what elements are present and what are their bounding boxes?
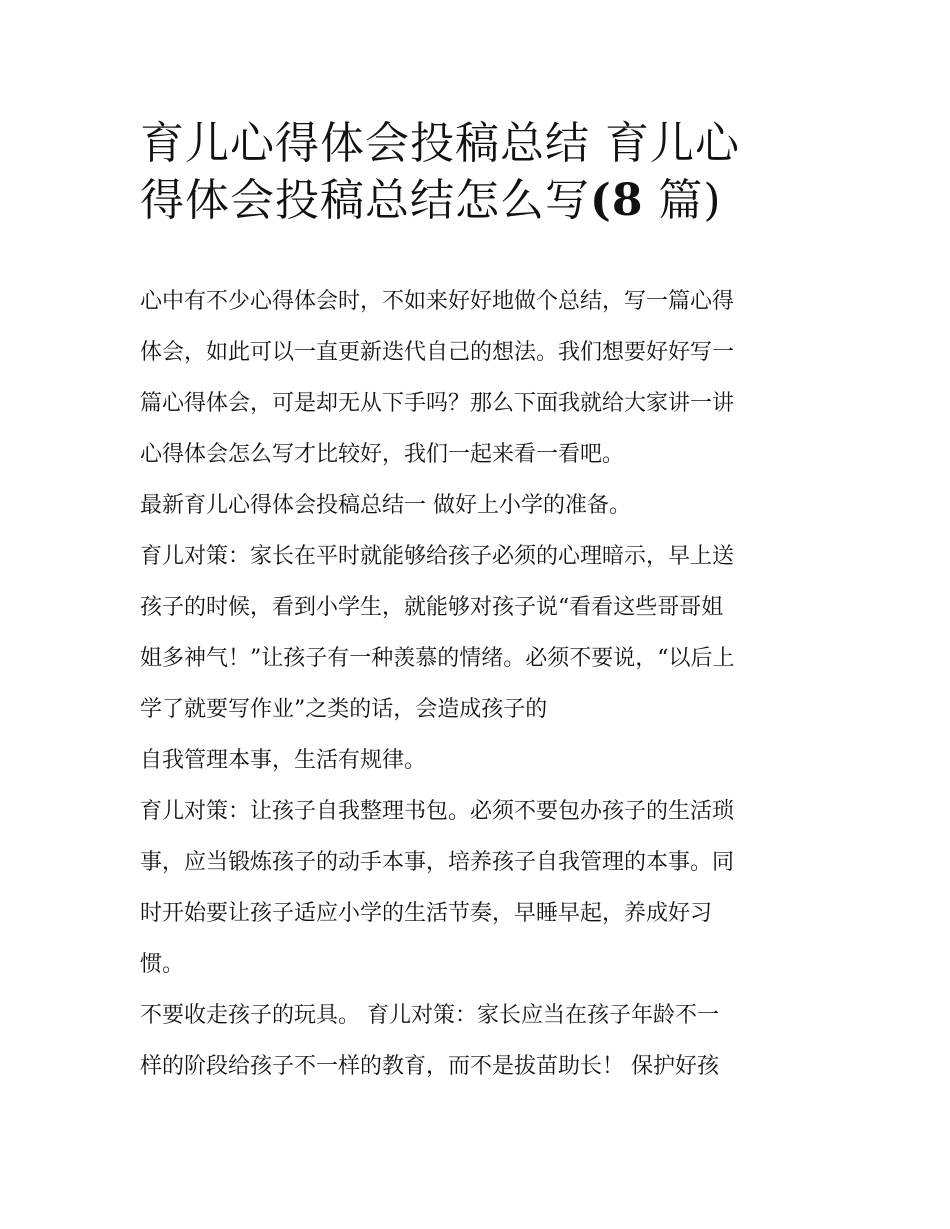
advice-paragraph-1 [140,531,820,735]
document-body [140,276,820,1092]
text-line: 心得体会怎么写才比较好，我们一起来看一看吧。 [140,442,625,467]
document-title [140,118,820,233]
title-line-2-text: 得体会投稿总结怎么写 [140,175,590,226]
text-line: 最新育儿心得体会投稿总结一 做好上小学的准备。 [140,493,631,518]
title-line-1: 育儿心得体会投稿总结 育儿心 [140,118,740,169]
title-line-2 [140,169,820,233]
section-heading-paragraph [140,480,820,531]
text-line: 自我管理本事，生活有规律。 [140,748,427,773]
text-line: 心中有不少心得体会时，不如来好好地做个总结，写一篇心得 [140,289,735,314]
intro-paragraph [140,276,820,480]
text-line: 时开始要让孩子适应小学的生活节奏，早睡早起，养成好习 [140,901,713,926]
text-line: 事，应当锻炼孩子的动手本事，培养孩子自我管理的本事。同 [140,850,735,875]
text-line: 姐多神气！”让孩子有一种羡慕的情绪。必须不要说，“以后上 [140,646,735,671]
text-line: 育儿对策：让孩子自我整理书包。必须不要包办孩子的生活琐 [140,799,735,824]
text-line: 学了就要写作业”之类的话，会造成孩子的 [140,697,548,722]
text-line: 样的阶段给孩子不一样的教育，而不是拔苗助长！ 保护好孩 [140,1054,719,1079]
advice-paragraph-2 [140,786,820,990]
text-line: 体会，如此可以一直更新迭代自己的想法。我们想要好好写一 [140,340,735,365]
point-paragraph [140,735,820,786]
text-line: 惯。 [140,952,185,977]
advice-paragraph-3 [140,990,820,1092]
title-count-suffix: 篇) [643,175,722,226]
text-line: 育儿对策：家长在平时就能够给孩子必须的心理暗示，早上送 [140,544,735,569]
text-line: 孩子的时候，看到小学生，就能够对孩子说“看看这些哥哥姐 [140,595,724,620]
text-line: 篇心得体会，可是却无从下手吗？那么下面我就给大家讲一讲 [140,391,735,416]
text-line: 不要收走孩子的玩具。 育儿对策：家长应当在孩子年龄不一 [140,1003,719,1028]
title-count: (8 [590,175,644,226]
